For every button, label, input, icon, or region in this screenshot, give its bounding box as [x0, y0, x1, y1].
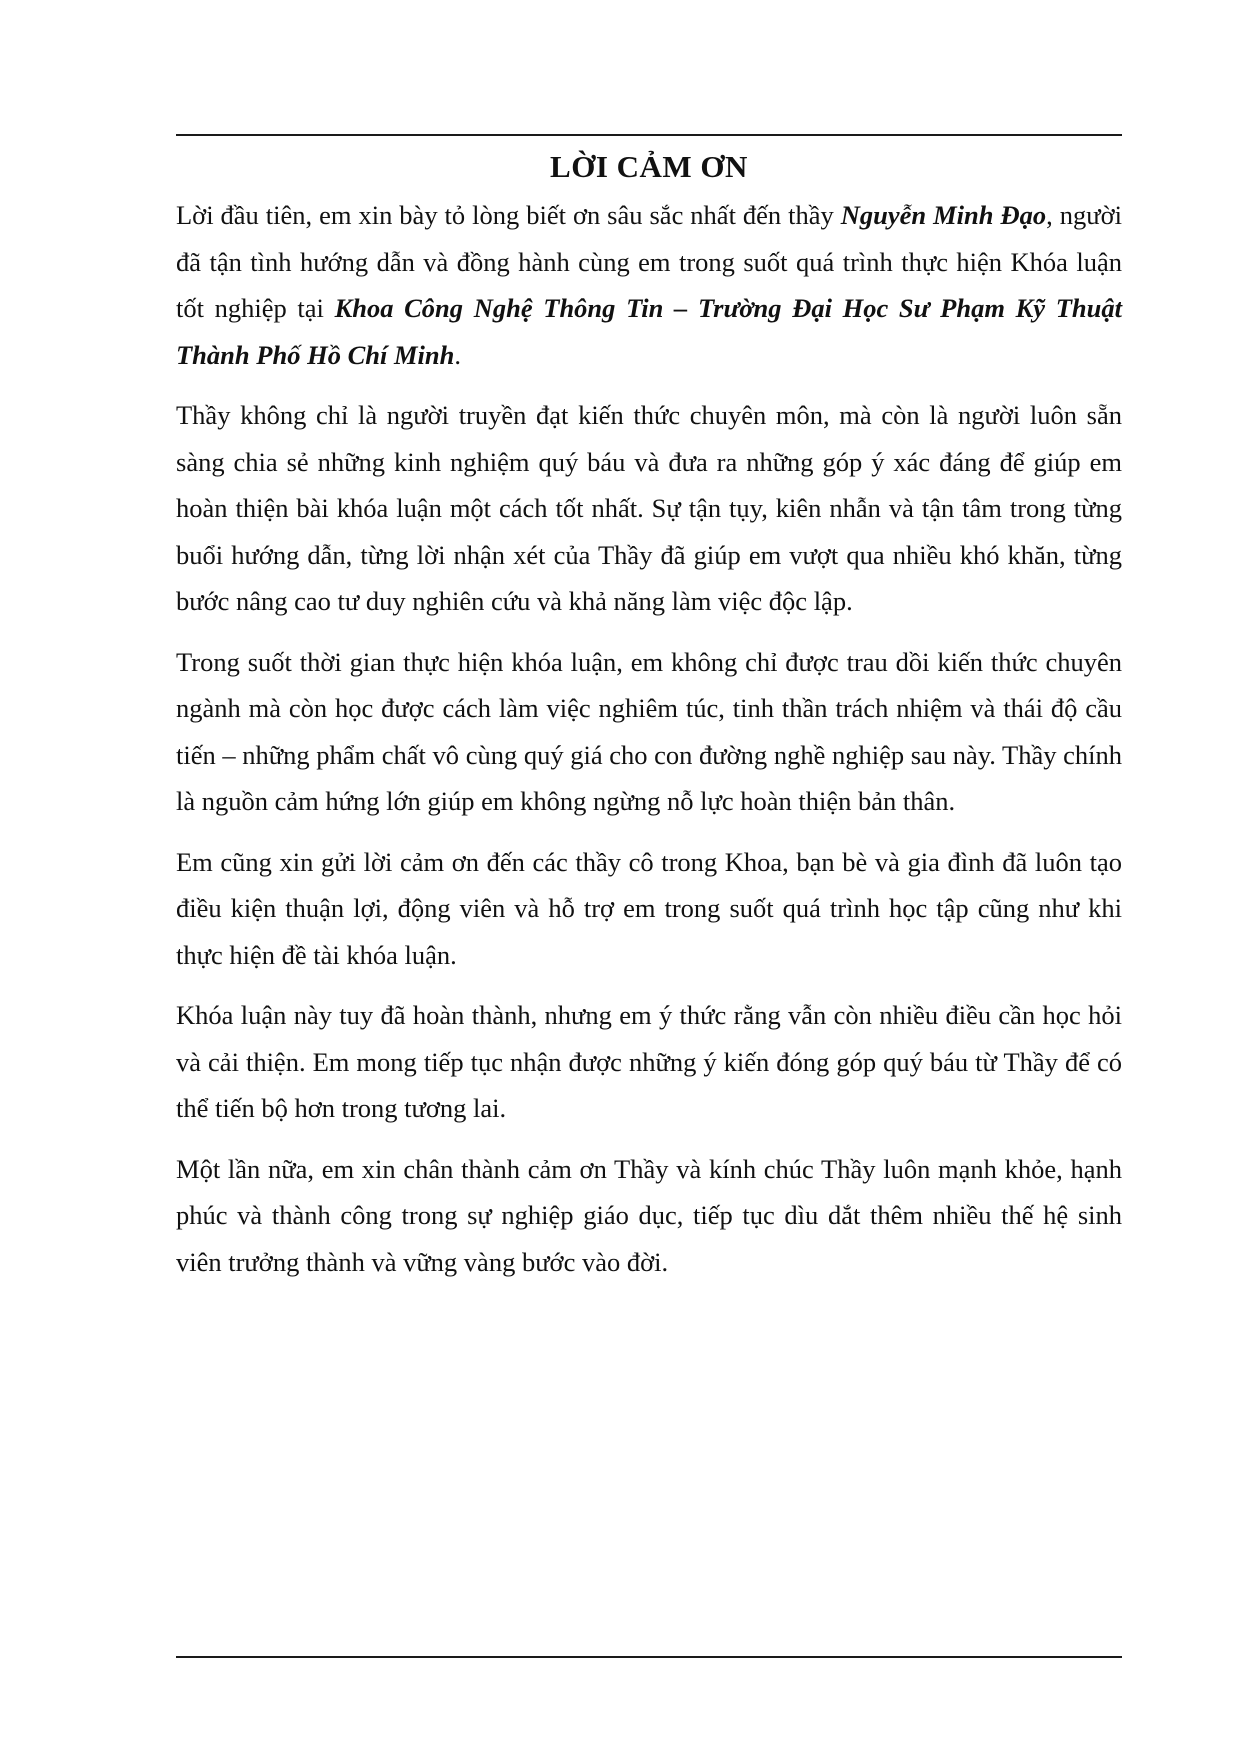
institution-name: Khoa Công Nghệ Thông Tin – Trường Đại Học Sư Phạm Kỹ Thuật Thành Phố Hồ Chí Minh [176, 293, 1122, 370]
paragraph-6 [176, 1146, 1122, 1286]
paragraph-1 [176, 192, 1122, 378]
page-content [176, 142, 1122, 1299]
advisor-name: Nguyễn Minh Đạo [840, 200, 1047, 230]
paragraph-2 [176, 392, 1122, 625]
footer-rule [176, 1656, 1122, 1658]
paragraph-text: Lời đầu tiên, em xin bày tỏ lòng biết ơn sâu sắc nhất đến thầy [176, 200, 841, 230]
header-rule [176, 134, 1122, 136]
paragraph-text: Thầy không chỉ là người truyền đạt kiến thức chuyên môn, mà còn là người luôn sẵn sàng chia sẻ những kinh nghiệm quý báu và đưa ra những góp ý xác đáng để giúp em hoàn thiện bài khóa luận một cách tốt nhất. Sự tận tụy, kiên nhẫn và tận tâm trong từng buổi hướng dẫn, từng lời nhận xét của Thầy đã giúp em vượt qua nhiều khó khăn, từng bước nâng cao tư duy nghiên cứu và khả năng làm việc độc lập. [176, 400, 1122, 616]
paragraph-text: Em cũng xin gửi lời cảm ơn đến các thầy cô trong Khoa, bạn bè và gia đình đã luôn tạo điều kiện thuận lợi, động viên và hỗ trợ em trong suốt quá trình học tập cũng như khi thực hiện đề tài khóa luận. [176, 846, 1122, 970]
paragraph-text: Một lần nữa, em xin chân thành cảm ơn Thầy và kính chúc Thầy luôn mạnh khỏe, hạnh phúc và thành công trong sự nghiệp giáo dục, tiếp tục dìu dắt thêm nhiều thế hệ sinh viên trưởng thành và vững vàng bước vào đời. [176, 1153, 1122, 1277]
paragraph-text: , người đã tận tình hướng dẫn và đồng hành cùng em trong suốt quá trình thực hiện Khóa luận tốt nghiệp tại [176, 200, 1122, 323]
page-title: LỜI CẢM ƠN [550, 149, 748, 184]
paragraph-text: Trong suốt thời gian thực hiện khóa luận, em không chỉ được trau dồi kiến thức chuyên ngành mà còn học được cách làm việc nghiêm túc, tinh thần trách nhiệm và thái độ cầu tiến – những phẩm chất vô cùng quý giá cho con đường nghề nghiệp sau này. Thầy chính là nguồn cảm hứng lớn giúp em không ngừng nỗ lực hoàn thiện bản thân. [176, 646, 1122, 816]
paragraph-text: . [454, 339, 461, 370]
paragraph-5 [176, 992, 1122, 1132]
paragraph-text: Khóa luận này tuy đã hoàn thành, nhưng em ý thức rằng vẫn còn nhiều điều cần học hỏi và cải thiện. Em mong tiếp tục nhận được những ý kiến đóng góp quý báu từ Thầy để có thể tiến bộ hơn trong tương lai. [176, 1000, 1122, 1123]
paragraph-4 [176, 839, 1122, 979]
paragraph-3 [176, 639, 1122, 825]
